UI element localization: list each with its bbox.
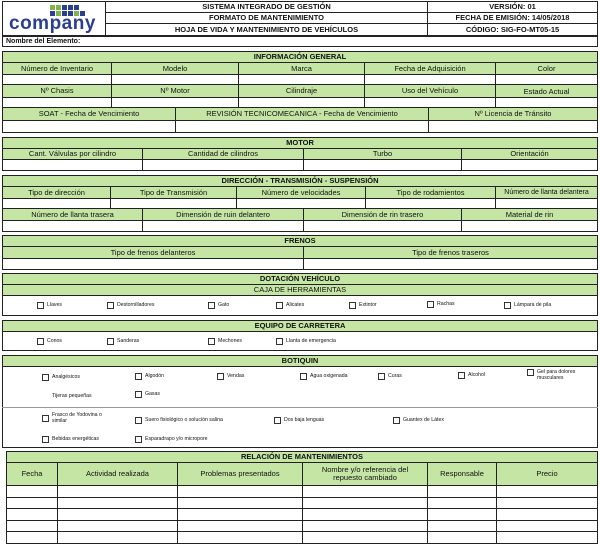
- dotacion-item-destornilladores[interactable]: Destornilladores: [107, 302, 154, 309]
- info-r3-c3: Nº Licencia de Tránsito: [428, 107, 598, 121]
- checkbox[interactable]: [276, 338, 283, 345]
- mant-col-precio: Precio: [496, 462, 598, 486]
- trans-r1-c3: Número de velocidades: [236, 186, 366, 199]
- info-r3-v2[interactable]: [175, 120, 429, 133]
- checkbox[interactable]: [504, 302, 511, 309]
- botiquin-item-vendas[interactable]: Vendas: [217, 373, 244, 380]
- checkbox[interactable]: [37, 302, 44, 309]
- transmision-title: DIRECCIÓN - TRANSMISIÓN - SUSPENSIÓN: [2, 175, 598, 187]
- table-cell[interactable]: [6, 531, 58, 544]
- logo: [2, 1, 106, 36]
- botiquin-item-alcohol[interactable]: Alcohol: [458, 372, 485, 379]
- motor-v2[interactable]: [142, 159, 304, 171]
- header-title-3: HOJA DE VIDA Y MANTENIMIENTO DE VEHÍCULOS: [106, 23, 428, 36]
- header-title-2: FORMATO DE MANTENIMIENTO: [106, 12, 428, 24]
- botiquin-item-yodovina[interactable]: Frasco de Yodovina o similar: [42, 412, 114, 424]
- checkbox[interactable]: [42, 374, 49, 381]
- motor-c4: Orientación: [461, 148, 598, 160]
- info-r2-c2: Nº Motor: [111, 84, 239, 98]
- botiquin-title: BOTIQUIN: [2, 355, 598, 367]
- checkbox[interactable]: [135, 436, 142, 443]
- motor-v4[interactable]: [461, 159, 598, 171]
- trans-r1-c5: Número de llanta delantera: [495, 186, 598, 199]
- carretera-item-mechones[interactable]: Mechones: [208, 338, 242, 345]
- mant-col-repuesto: Nombre y/o referencia del repuesto cambiado: [302, 462, 428, 486]
- info-r3-c2: REVISIÓN TECNICOMECANICA - Fecha de Vencimiento: [175, 107, 429, 121]
- trans-r1-c2: Tipo de Transmisión: [110, 186, 237, 199]
- carretera-item-llanta[interactable]: Llanta de emergencia: [276, 338, 336, 345]
- carretera-item-sanderas[interactable]: Sanderas: [107, 338, 139, 345]
- mant-col-fecha: Fecha: [6, 462, 58, 486]
- table-cell[interactable]: [57, 531, 178, 544]
- logo-text: company: [9, 13, 96, 34]
- checkbox[interactable]: [107, 302, 114, 309]
- carretera-title: EQUIPO DE CARRETERA: [2, 320, 598, 332]
- checkbox[interactable]: [135, 417, 142, 424]
- motor-v1[interactable]: [2, 159, 143, 171]
- trans-r2-c3: Dimensión de rin trasero: [303, 208, 462, 221]
- checkbox[interactable]: [274, 417, 281, 424]
- botiquin-item-bebidas[interactable]: Bebidas energéticas: [42, 436, 99, 443]
- motor-c3: Turbo: [303, 148, 462, 160]
- botiquin-item-algodon[interactable]: Algodón: [135, 373, 164, 380]
- checkbox[interactable]: [135, 391, 142, 398]
- checkbox[interactable]: [458, 372, 465, 379]
- info-r3-c1: SOAT - Fecha de Vencimiento: [2, 107, 176, 121]
- dotacion-item-lampara[interactable]: Lámpara de pila: [504, 302, 551, 309]
- trans-r1-c4: Tipo de rodamientos: [365, 186, 496, 199]
- checkbox[interactable]: [208, 338, 215, 345]
- motor-c2: Cantidad de cilindros: [142, 148, 304, 160]
- motor-title: MOTOR: [2, 137, 598, 149]
- checkbox[interactable]: [300, 373, 307, 380]
- frenos-v2[interactable]: [303, 258, 598, 270]
- trans-r2-v4[interactable]: [461, 220, 598, 232]
- mant-col-actividad: Actividad realizada: [57, 462, 178, 486]
- table-cell[interactable]: [427, 531, 497, 544]
- botiquin-item-curas[interactable]: Curas: [378, 373, 402, 380]
- frenos-v1[interactable]: [2, 258, 304, 270]
- header-title-1: SISTEMA INTEGRADO DE GESTIÓN: [106, 1, 428, 13]
- mantenimientos-title: RELACIÓN DE MANTENIMIENTOS: [6, 451, 598, 463]
- trans-r2-v2[interactable]: [142, 220, 304, 232]
- table-cell[interactable]: [496, 531, 598, 544]
- botiquin-item-tijeras[interactable]: Tijeras pequeñas: [52, 393, 92, 399]
- motor-v3[interactable]: [303, 159, 462, 171]
- info-r2-c3: Cilindraje: [238, 84, 365, 98]
- header-fecha: FECHA DE EMISIÓN: 14/05/2018: [427, 12, 598, 24]
- checkbox[interactable]: [208, 302, 215, 309]
- botiquin-item-guantes[interactable]: Guantex de Látex: [393, 417, 444, 424]
- trans-r1-c1: Tipo de dirección: [2, 186, 111, 199]
- header-version: VERSIÓN: 01: [427, 1, 598, 13]
- botiquin-divider: [2, 407, 598, 408]
- frenos-c2: Tipo de frenos traseros: [303, 246, 598, 259]
- info-r1-c2: Modelo: [111, 62, 239, 75]
- checkbox[interactable]: [37, 338, 44, 345]
- trans-r2-c2: Dimensión de ruin delantero: [142, 208, 304, 221]
- checkbox[interactable]: [42, 415, 49, 422]
- dotacion-item-rachas[interactable]: Rachas: [427, 301, 455, 308]
- checkbox[interactable]: [427, 301, 434, 308]
- table-cell[interactable]: [302, 531, 428, 544]
- trans-r2-v3[interactable]: [303, 220, 462, 232]
- trans-r2-v1[interactable]: [2, 220, 143, 232]
- element-name-label[interactable]: Nombre del Elemento:: [2, 36, 598, 47]
- botiquin-item-baja-lenguas[interactable]: Dos baja lenguas: [274, 417, 324, 424]
- mant-col-responsable: Responsable: [427, 462, 497, 486]
- frenos-c1: Tipo de frenos delanteros: [2, 246, 304, 259]
- checkbox[interactable]: [42, 436, 49, 443]
- dotacion-item-gato[interactable]: Gato: [208, 302, 229, 309]
- checkbox[interactable]: [393, 417, 400, 424]
- checkbox[interactable]: [349, 302, 356, 309]
- info-r1-c4: Fecha de Adquisición: [364, 62, 496, 75]
- checkbox[interactable]: [276, 302, 283, 309]
- botiquin-section: [2, 355, 598, 448]
- info-r3-v1[interactable]: [2, 120, 176, 133]
- info-title: INFORMACIÓN GENERAL: [2, 51, 598, 63]
- checkbox[interactable]: [378, 373, 385, 380]
- botiquin-item-suero[interactable]: Suero fisiológico o solución salina: [135, 417, 223, 424]
- mant-col-problemas: Problemas presentados: [177, 462, 303, 486]
- dotacion-title: DOTACIÓN VEHÍCULO: [2, 273, 598, 285]
- trans-r2-c4: Material de rin: [461, 208, 598, 221]
- info-r2-c5: Estado Actual: [495, 84, 598, 98]
- table-cell[interactable]: [177, 531, 303, 544]
- dotacion-subtitle: CAJA DE HERRAMIENTAS: [2, 284, 598, 296]
- carretera-item-conos[interactable]: Conos: [37, 338, 62, 345]
- info-r1-c1: Número de Inventario: [2, 62, 112, 75]
- checkbox[interactable]: [107, 338, 114, 345]
- botiquin-item-esparadrapo[interactable]: Esparadrapo y/o micropore: [135, 436, 208, 443]
- checkbox[interactable]: [217, 373, 224, 380]
- botiquin-item-gasas[interactable]: Gasas: [135, 391, 160, 398]
- dotacion-item-llaves[interactable]: Llaves: [37, 302, 62, 309]
- trans-r2-c1: Número de llanta trasera: [2, 208, 143, 221]
- info-r1-c5: Color: [495, 62, 598, 75]
- header-codigo: CÓDIGO: SIG-FO-MT05-15: [427, 23, 598, 36]
- info-r2-c1: Nº Chasis: [2, 84, 112, 98]
- checkbox[interactable]: [135, 373, 142, 380]
- checkbox[interactable]: [527, 369, 534, 376]
- info-r1-c3: Marca: [238, 62, 365, 75]
- dotacion-item-alicates[interactable]: Alicates: [276, 302, 304, 309]
- motor-c1: Cant. Válvulas por cilindro: [2, 148, 143, 160]
- botiquin-item-gel[interactable]: Gel para dolores musculares: [527, 369, 597, 381]
- botiquin-item-analgesicos[interactable]: Analgésicos: [42, 374, 80, 381]
- frenos-title: FRENOS: [2, 235, 598, 247]
- botiquin-item-agua-oxigenada[interactable]: Agua oxigenada: [300, 373, 348, 380]
- info-r3-v3[interactable]: [428, 120, 598, 133]
- info-r2-c4: Uso del Vehículo: [364, 84, 496, 98]
- dotacion-item-extintor[interactable]: Extintor: [349, 302, 377, 309]
